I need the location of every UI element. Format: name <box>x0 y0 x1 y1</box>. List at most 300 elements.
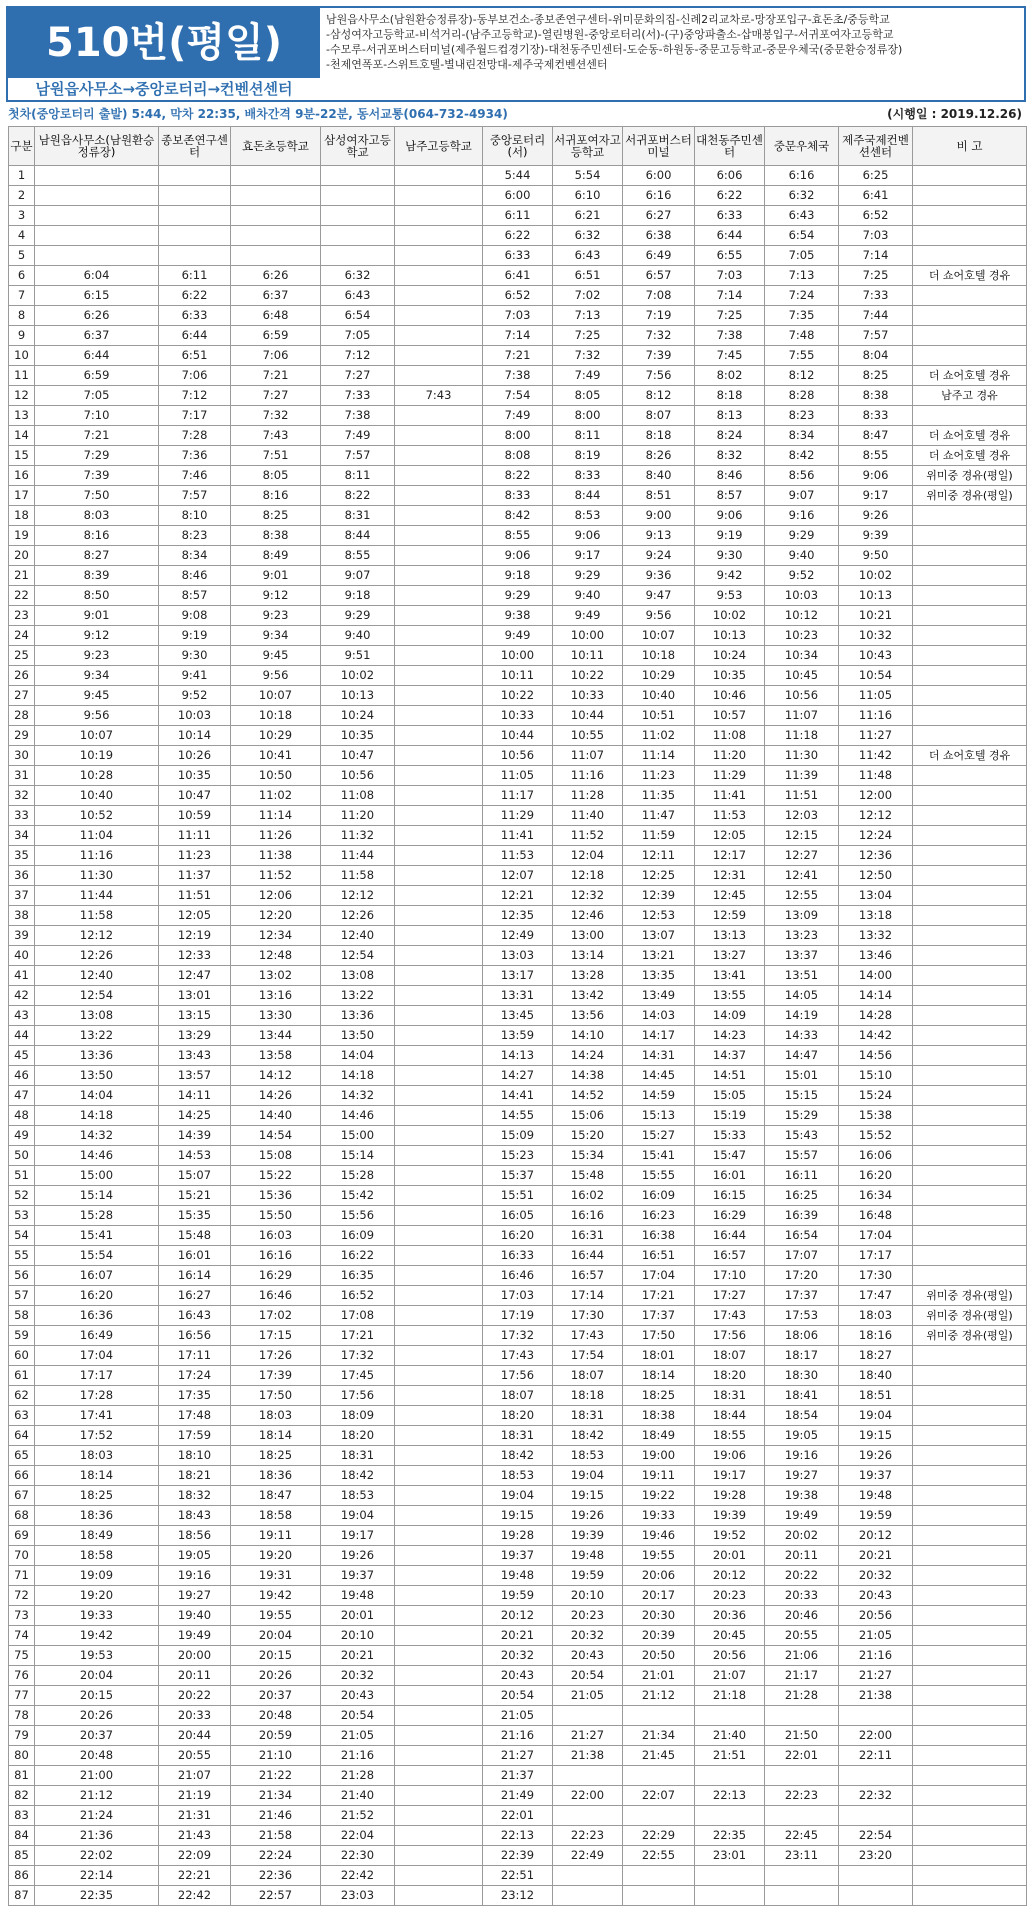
time-cell <box>231 246 321 266</box>
time-cell: 22:42 <box>321 1866 395 1886</box>
info-bar <box>8 104 1028 124</box>
time-cell: 12:03 <box>765 806 839 826</box>
time-cell: 19:28 <box>695 1486 765 1506</box>
remark-cell <box>913 666 1027 686</box>
time-cell: 7:33 <box>839 286 913 306</box>
time-cell: 13:55 <box>695 986 765 1006</box>
time-cell: 21:16 <box>839 1646 913 1666</box>
time-cell: 6:49 <box>623 246 695 266</box>
time-cell: 14:45 <box>623 1066 695 1086</box>
time-cell: 6:54 <box>765 226 839 246</box>
time-cell <box>395 526 483 546</box>
time-cell: 13:07 <box>623 926 695 946</box>
time-cell: 18:03 <box>231 1406 321 1426</box>
table-row <box>9 926 1027 946</box>
time-cell <box>395 906 483 926</box>
row-number: 29 <box>9 726 35 746</box>
time-cell <box>395 1266 483 1286</box>
remark-cell <box>913 926 1027 946</box>
column-header: 효돈초등학교 <box>231 127 321 166</box>
table-row <box>9 1886 1027 1906</box>
time-cell: 10:40 <box>35 786 159 806</box>
time-cell: 22:04 <box>321 1826 395 1846</box>
remark-cell <box>913 606 1027 626</box>
remark-cell <box>913 1706 1027 1726</box>
remark-cell <box>913 1226 1027 1246</box>
time-cell: 21:34 <box>231 1786 321 1806</box>
table-row <box>9 586 1027 606</box>
time-cell: 12:40 <box>321 926 395 946</box>
time-cell: 20:10 <box>553 1586 623 1606</box>
time-cell: 17:07 <box>765 1246 839 1266</box>
time-cell: 10:54 <box>839 666 913 686</box>
table-row <box>9 166 1027 186</box>
time-cell: 16:44 <box>695 1226 765 1246</box>
time-cell: 8:12 <box>623 386 695 406</box>
time-cell: 16:01 <box>695 1166 765 1186</box>
time-cell: 17:19 <box>483 1306 553 1326</box>
time-cell: 21:06 <box>765 1646 839 1666</box>
time-cell <box>395 546 483 566</box>
time-cell: 11:38 <box>231 846 321 866</box>
time-cell: 20:23 <box>695 1586 765 1606</box>
time-cell: 7:24 <box>765 286 839 306</box>
time-cell: 11:16 <box>839 706 913 726</box>
time-cell: 22:23 <box>553 1826 623 1846</box>
table-row <box>9 1046 1027 1066</box>
time-cell: 16:14 <box>159 1266 231 1286</box>
time-cell: 20:36 <box>695 1606 765 1626</box>
time-cell: 8:33 <box>839 406 913 426</box>
time-cell: 7:32 <box>231 406 321 426</box>
row-number: 83 <box>9 1806 35 1826</box>
time-cell: 12:35 <box>483 906 553 926</box>
remark-cell <box>913 1086 1027 1106</box>
row-number: 27 <box>9 686 35 706</box>
time-cell: 17:37 <box>623 1306 695 1326</box>
table-row <box>9 1346 1027 1366</box>
time-cell: 10:47 <box>159 786 231 806</box>
time-cell: 8:46 <box>159 566 231 586</box>
time-cell: 19:15 <box>553 1486 623 1506</box>
time-cell <box>395 806 483 826</box>
time-cell: 12:54 <box>35 986 159 1006</box>
time-cell <box>395 726 483 746</box>
time-cell: 9:01 <box>35 606 159 626</box>
time-cell: 6:57 <box>623 266 695 286</box>
remark-cell <box>913 906 1027 926</box>
time-cell: 21:51 <box>695 1746 765 1766</box>
table-row <box>9 346 1027 366</box>
time-cell: 17:08 <box>321 1306 395 1326</box>
time-cell: 7:17 <box>159 406 231 426</box>
time-cell: 7:08 <box>623 286 695 306</box>
table-row <box>9 946 1027 966</box>
time-cell: 20:23 <box>553 1606 623 1626</box>
time-cell: 20:43 <box>483 1666 553 1686</box>
time-cell: 13:31 <box>483 986 553 1006</box>
time-cell: 20:48 <box>231 1706 321 1726</box>
time-cell <box>395 706 483 726</box>
time-cell: 14:51 <box>695 1066 765 1086</box>
time-cell: 19:49 <box>765 1506 839 1526</box>
time-cell: 8:44 <box>553 486 623 506</box>
time-cell: 7:55 <box>765 346 839 366</box>
time-cell <box>765 1866 839 1886</box>
table-row <box>9 1226 1027 1246</box>
time-cell: 16:15 <box>695 1186 765 1206</box>
time-cell: 12:41 <box>765 866 839 886</box>
time-cell <box>395 306 483 326</box>
row-number: 36 <box>9 866 35 886</box>
table-row <box>9 406 1027 426</box>
time-cell: 10:44 <box>553 706 623 726</box>
time-cell <box>395 1326 483 1346</box>
time-cell: 9:30 <box>159 646 231 666</box>
time-cell: 9:49 <box>553 606 623 626</box>
table-row <box>9 706 1027 726</box>
time-cell: 12:40 <box>35 966 159 986</box>
time-cell: 11:07 <box>765 706 839 726</box>
time-cell: 9:34 <box>231 626 321 646</box>
table-row <box>9 906 1027 926</box>
time-cell: 6:33 <box>695 206 765 226</box>
time-cell: 15:24 <box>839 1086 913 1106</box>
time-cell <box>395 1406 483 1426</box>
time-cell: 10:32 <box>839 626 913 646</box>
time-cell: 16:29 <box>695 1206 765 1226</box>
time-cell: 18:36 <box>35 1506 159 1526</box>
time-cell: 18:56 <box>159 1526 231 1546</box>
time-cell: 19:22 <box>623 1486 695 1506</box>
time-cell: 20:55 <box>765 1626 839 1646</box>
time-cell: 9:53 <box>695 586 765 606</box>
time-cell: 7:43 <box>231 426 321 446</box>
time-cell: 20:54 <box>483 1686 553 1706</box>
time-cell: 22:00 <box>553 1786 623 1806</box>
time-cell: 14:19 <box>765 1006 839 1026</box>
time-cell <box>35 246 159 266</box>
time-cell: 12:05 <box>695 826 765 846</box>
time-cell: 19:16 <box>765 1446 839 1466</box>
row-number: 63 <box>9 1406 35 1426</box>
table-row <box>9 1186 1027 1206</box>
time-cell: 13:02 <box>231 966 321 986</box>
time-cell <box>839 1706 913 1726</box>
time-cell: 9:56 <box>231 666 321 686</box>
time-cell <box>395 1346 483 1366</box>
time-cell <box>395 1446 483 1466</box>
time-cell: 5:44 <box>483 166 553 186</box>
row-number: 12 <box>9 386 35 406</box>
time-cell <box>395 1166 483 1186</box>
row-number: 81 <box>9 1766 35 1786</box>
time-cell: 10:56 <box>765 686 839 706</box>
time-cell: 17:32 <box>321 1346 395 1366</box>
time-cell: 6:00 <box>483 186 553 206</box>
time-cell: 20:12 <box>839 1526 913 1546</box>
time-cell: 17:24 <box>159 1366 231 1386</box>
time-cell: 12:21 <box>483 886 553 906</box>
time-cell: 18:40 <box>839 1366 913 1386</box>
time-cell: 14:40 <box>231 1106 321 1126</box>
time-cell: 21:16 <box>483 1726 553 1746</box>
time-cell: 11:02 <box>231 786 321 806</box>
column-header: 삼성여자고등학교 <box>321 127 395 166</box>
time-cell <box>395 1026 483 1046</box>
time-cell <box>553 1806 623 1826</box>
row-number: 70 <box>9 1546 35 1566</box>
time-cell: 16:25 <box>765 1186 839 1206</box>
time-cell: 9:00 <box>623 506 695 526</box>
table-row <box>9 866 1027 886</box>
remark-cell <box>913 986 1027 1006</box>
time-cell: 8:33 <box>553 466 623 486</box>
remark-cell <box>913 1046 1027 1066</box>
time-cell: 13:09 <box>765 906 839 926</box>
time-cell <box>623 1886 695 1906</box>
time-cell <box>695 1886 765 1906</box>
remark-cell <box>913 246 1027 266</box>
time-cell: 9:45 <box>35 686 159 706</box>
time-cell: 20:22 <box>159 1686 231 1706</box>
table-row <box>9 1846 1027 1866</box>
time-cell: 14:05 <box>765 986 839 1006</box>
table-row <box>9 626 1027 646</box>
time-cell <box>839 1886 913 1906</box>
time-cell: 15:41 <box>35 1226 159 1246</box>
row-number: 28 <box>9 706 35 726</box>
table-row <box>9 1546 1027 1566</box>
remark-cell: 더 쇼어호텔 경유 <box>913 446 1027 466</box>
remark-cell <box>913 1546 1027 1566</box>
row-number: 66 <box>9 1466 35 1486</box>
time-cell: 20:30 <box>623 1606 695 1626</box>
row-number: 73 <box>9 1606 35 1626</box>
table-row <box>9 226 1027 246</box>
time-cell: 22:01 <box>765 1746 839 1766</box>
time-cell: 20:01 <box>695 1546 765 1566</box>
time-cell: 16:39 <box>765 1206 839 1226</box>
time-cell: 15:09 <box>483 1126 553 1146</box>
time-cell: 14:53 <box>159 1146 231 1166</box>
time-cell: 7:25 <box>839 266 913 286</box>
time-cell <box>395 266 483 286</box>
time-cell: 6:32 <box>321 266 395 286</box>
table-row <box>9 1466 1027 1486</box>
time-cell: 10:56 <box>321 766 395 786</box>
time-cell: 13:59 <box>483 1026 553 1046</box>
time-cell: 9:39 <box>839 526 913 546</box>
time-cell: 21:01 <box>623 1666 695 1686</box>
time-cell: 9:07 <box>765 486 839 506</box>
time-cell: 18:14 <box>623 1366 695 1386</box>
time-cell: 20:22 <box>765 1566 839 1586</box>
time-cell: 19:52 <box>695 1526 765 1546</box>
time-cell: 11:41 <box>483 826 553 846</box>
time-cell: 17:21 <box>321 1326 395 1346</box>
time-cell: 16:43 <box>159 1306 231 1326</box>
time-cell: 9:23 <box>35 646 159 666</box>
time-cell: 10:35 <box>695 666 765 686</box>
time-cell: 6:27 <box>623 206 695 226</box>
time-cell: 11:16 <box>35 846 159 866</box>
time-cell <box>395 1546 483 1566</box>
time-cell: 16:27 <box>159 1286 231 1306</box>
time-cell <box>395 186 483 206</box>
time-cell <box>395 1726 483 1746</box>
remark-cell <box>913 326 1027 346</box>
time-cell: 9:56 <box>623 606 695 626</box>
time-cell: 8:05 <box>231 466 321 486</box>
time-cell <box>395 1186 483 1206</box>
row-number: 20 <box>9 546 35 566</box>
time-cell: 20:26 <box>35 1706 159 1726</box>
time-cell <box>395 506 483 526</box>
time-cell <box>159 226 231 246</box>
remark-cell <box>913 1406 1027 1426</box>
time-cell <box>395 446 483 466</box>
time-cell: 20:06 <box>623 1566 695 1586</box>
time-cell: 7:32 <box>623 326 695 346</box>
time-cell <box>321 166 395 186</box>
time-cell: 8:34 <box>765 426 839 446</box>
time-cell: 14:52 <box>553 1086 623 1106</box>
time-cell: 11:59 <box>623 826 695 846</box>
time-cell <box>553 1766 623 1786</box>
remark-cell <box>913 1166 1027 1186</box>
time-cell <box>395 1466 483 1486</box>
row-number: 14 <box>9 426 35 446</box>
time-cell: 10:34 <box>765 646 839 666</box>
time-cell: 17:53 <box>765 1306 839 1326</box>
time-cell: 22:09 <box>159 1846 231 1866</box>
table-row <box>9 486 1027 506</box>
time-cell <box>395 1426 483 1446</box>
time-cell: 18:55 <box>695 1426 765 1446</box>
time-cell: 22:00 <box>839 1726 913 1746</box>
time-cell: 18:38 <box>623 1406 695 1426</box>
time-cell: 15:08 <box>231 1146 321 1166</box>
time-cell: 15:15 <box>765 1086 839 1106</box>
time-cell: 10:18 <box>623 646 695 666</box>
time-cell: 14:59 <box>623 1086 695 1106</box>
time-cell: 6:44 <box>695 226 765 246</box>
time-cell: 21:31 <box>159 1806 231 1826</box>
time-cell: 11:27 <box>839 726 913 746</box>
time-cell: 14:23 <box>695 1026 765 1046</box>
table-row <box>9 1266 1027 1286</box>
remark-cell <box>913 1646 1027 1666</box>
time-cell: 21:27 <box>483 1746 553 1766</box>
time-cell: 22:32 <box>839 1786 913 1806</box>
remark-cell <box>913 866 1027 886</box>
time-cell: 18:07 <box>553 1366 623 1386</box>
time-cell: 7:21 <box>35 426 159 446</box>
table-row <box>9 1626 1027 1646</box>
time-cell: 12:47 <box>159 966 231 986</box>
row-number: 72 <box>9 1586 35 1606</box>
time-cell: 16:20 <box>839 1166 913 1186</box>
table-row <box>9 326 1027 346</box>
time-cell <box>395 1306 483 1326</box>
time-cell: 12:31 <box>695 866 765 886</box>
time-cell: 20:37 <box>231 1686 321 1706</box>
time-cell: 8:05 <box>553 386 623 406</box>
time-cell: 22:13 <box>483 1826 553 1846</box>
time-cell: 6:59 <box>231 326 321 346</box>
time-cell <box>395 866 483 886</box>
time-cell <box>395 1126 483 1146</box>
time-cell: 17:10 <box>695 1266 765 1286</box>
time-cell: 21:22 <box>231 1766 321 1786</box>
time-cell: 19:11 <box>623 1466 695 1486</box>
time-cell: 20:43 <box>321 1686 395 1706</box>
time-cell: 22:30 <box>321 1846 395 1866</box>
time-cell: 8:57 <box>159 586 231 606</box>
time-cell: 19:38 <box>765 1486 839 1506</box>
time-cell: 10:50 <box>231 766 321 786</box>
time-cell: 15:00 <box>35 1166 159 1186</box>
time-cell: 10:00 <box>553 626 623 646</box>
remark-cell <box>913 1866 1027 1886</box>
time-cell: 8:42 <box>483 506 553 526</box>
time-cell: 15:20 <box>553 1126 623 1146</box>
remark-cell <box>913 1486 1027 1506</box>
row-number: 37 <box>9 886 35 906</box>
remark-cell <box>913 1146 1027 1166</box>
time-cell: 22:24 <box>231 1846 321 1866</box>
time-cell: 19:26 <box>839 1446 913 1466</box>
time-cell: 10:19 <box>35 746 159 766</box>
time-cell: 18:58 <box>231 1506 321 1526</box>
time-cell: 12:19 <box>159 926 231 946</box>
row-number: 52 <box>9 1186 35 1206</box>
time-cell: 16:48 <box>839 1206 913 1226</box>
table-row <box>9 1366 1027 1386</box>
time-cell: 22:23 <box>765 1786 839 1806</box>
time-cell <box>231 206 321 226</box>
time-cell: 16:01 <box>159 1246 231 1266</box>
time-cell: 18:53 <box>553 1446 623 1466</box>
time-cell: 12:34 <box>231 926 321 946</box>
row-number: 7 <box>9 286 35 306</box>
time-cell <box>395 886 483 906</box>
table-row <box>9 466 1027 486</box>
time-cell: 10:46 <box>695 686 765 706</box>
time-cell: 14:42 <box>839 1026 913 1046</box>
time-cell: 18:49 <box>623 1426 695 1446</box>
time-cell: 16:07 <box>35 1266 159 1286</box>
time-cell: 14:41 <box>483 1086 553 1106</box>
time-cell: 12:53 <box>623 906 695 926</box>
time-cell <box>395 1206 483 1226</box>
time-cell: 11:17 <box>483 786 553 806</box>
time-cell: 14:27 <box>483 1066 553 1086</box>
time-cell <box>231 166 321 186</box>
time-cell: 16:16 <box>231 1246 321 1266</box>
time-cell: 9:26 <box>839 506 913 526</box>
time-cell: 10:03 <box>765 586 839 606</box>
time-cell: 6:55 <box>695 246 765 266</box>
time-cell: 12:25 <box>623 866 695 886</box>
time-cell: 10:57 <box>695 706 765 726</box>
time-cell: 11:07 <box>553 746 623 766</box>
time-cell: 13:56 <box>553 1006 623 1026</box>
time-cell: 12:12 <box>839 806 913 826</box>
time-cell: 12:20 <box>231 906 321 926</box>
time-cell: 10:12 <box>765 606 839 626</box>
